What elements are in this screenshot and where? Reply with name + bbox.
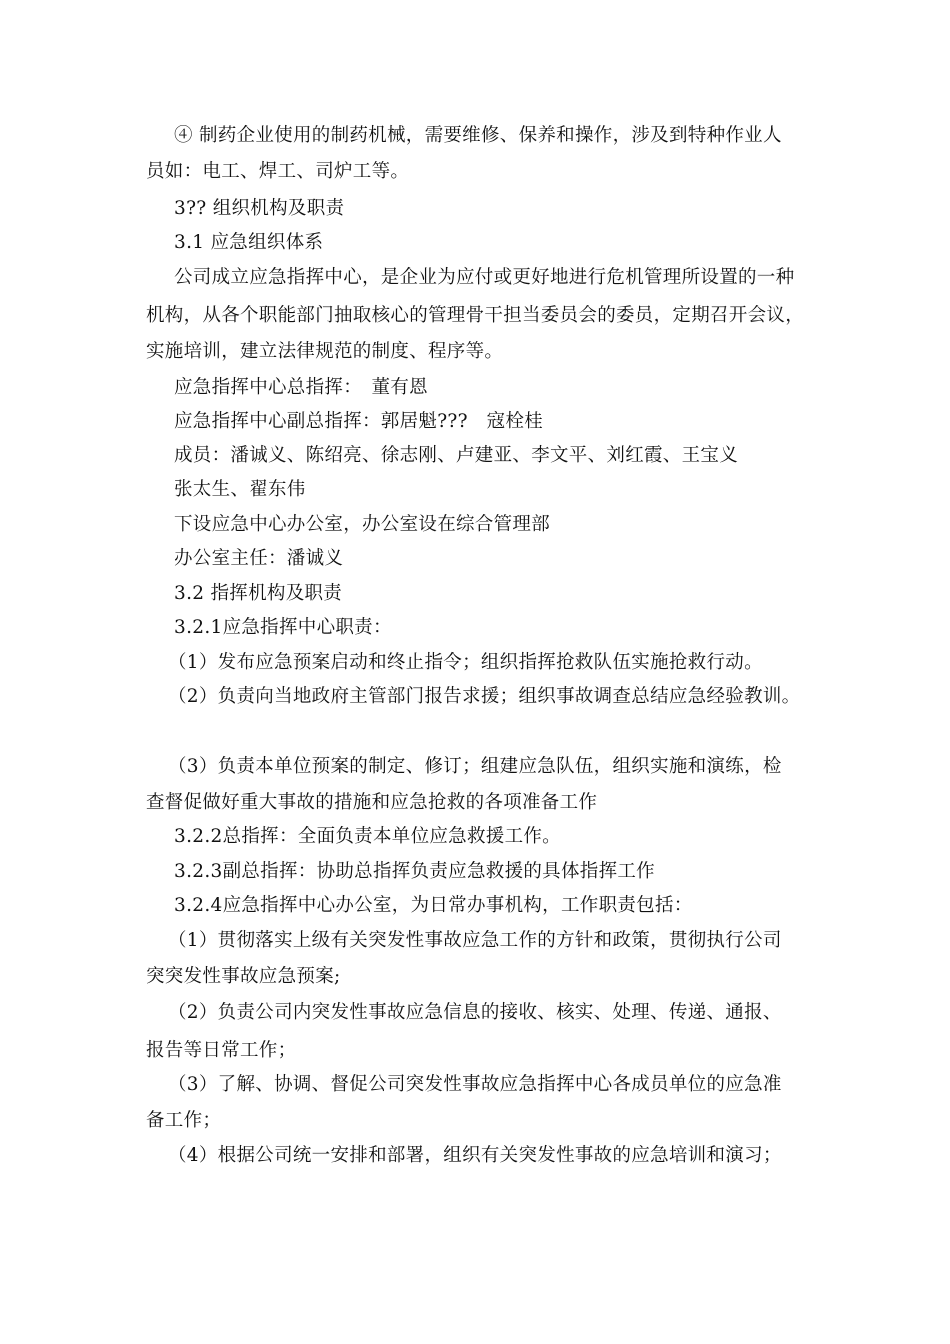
subsection-heading: 3.2 指挥机构及职责: [174, 583, 343, 604]
text-line: （3）了解、协调、督促公司突发性事故应急指挥中心各成员单位的应急准: [168, 1074, 782, 1095]
text-line: （1）发布应急预案启动和终止指令；组织指挥抢救队伍实施抢救行动。: [168, 652, 763, 673]
text-line: 报告等日常工作；: [146, 1040, 297, 1061]
text-line: 突突发性事故应急预案;: [146, 966, 341, 987]
text-line: 3.2.3副总指挥：协助总指挥负责应急救援的具体指挥工作: [174, 861, 655, 882]
text-line: （1）贯彻落实上级有关突发性事故应急工作的方针和政策，贯彻执行公司: [168, 930, 782, 951]
text-line: 实施培训，建立法律规范的制度、程序等。: [146, 341, 504, 362]
text-line: 3.2.1应急指挥中心职责：: [174, 617, 392, 638]
text-line: 备工作；: [146, 1110, 222, 1131]
text-line: 员如：电工、焊工、司炉工等。: [146, 161, 410, 182]
text-line: （3）负责本单位预案的制定、修订；组建应急队伍，组织实施和演练，检: [168, 756, 782, 777]
text-line: 张太生、翟东伟: [174, 479, 306, 500]
section-heading: 3?? 组织机构及职责: [174, 198, 345, 219]
subsection-heading: 3.1 应急组织体系: [174, 232, 324, 253]
text-line: 办公室主任：潘诚义: [174, 548, 344, 569]
text-line: （2）负责向当地政府主管部门报告求援；组织事故调查总结应急经验教训。: [168, 686, 801, 707]
text-line: 成员：潘诚义、陈绍亮、徐志刚、卢建亚、李文平、刘红霞、王宝义: [174, 445, 739, 466]
text-line: 应急指挥中心副总指挥：郭居魁??? 寇栓桂: [174, 411, 544, 432]
text-line: （4）根据公司统一安排和部署，组织有关突发性事故的应急培训和演习；: [168, 1145, 782, 1166]
text-line: 3.2.4应急指挥中心办公室，为日常办事机构，工作职责包括：: [174, 895, 693, 916]
text-line: 查督促做好重大事故的措施和应急抢救的各项准备工作: [146, 792, 598, 813]
text-line: ④ 制药企业使用的制药机械，需要维修、保养和操作，涉及到特种作业人: [174, 125, 782, 146]
text-line: 下设应急中心办公室，办公室设在综合管理部: [174, 514, 551, 535]
text-line: 公司成立应急指挥中心，是企业为应付或更好地进行危机管理所设置的一种: [174, 267, 795, 288]
text-line: 应急指挥中心总指挥： 董有恩: [174, 377, 428, 398]
text-line: （2）负责公司内突发性事故应急信息的接收、核实、处理、传递、通报、: [168, 1002, 782, 1023]
text-line: 机构，从各个职能部门抽取核心的管理骨干担当委员会的委员，定期召开会议，: [146, 305, 805, 326]
text-line: 3.2.2总指挥：全面负责本单位应急救援工作。: [174, 826, 561, 847]
